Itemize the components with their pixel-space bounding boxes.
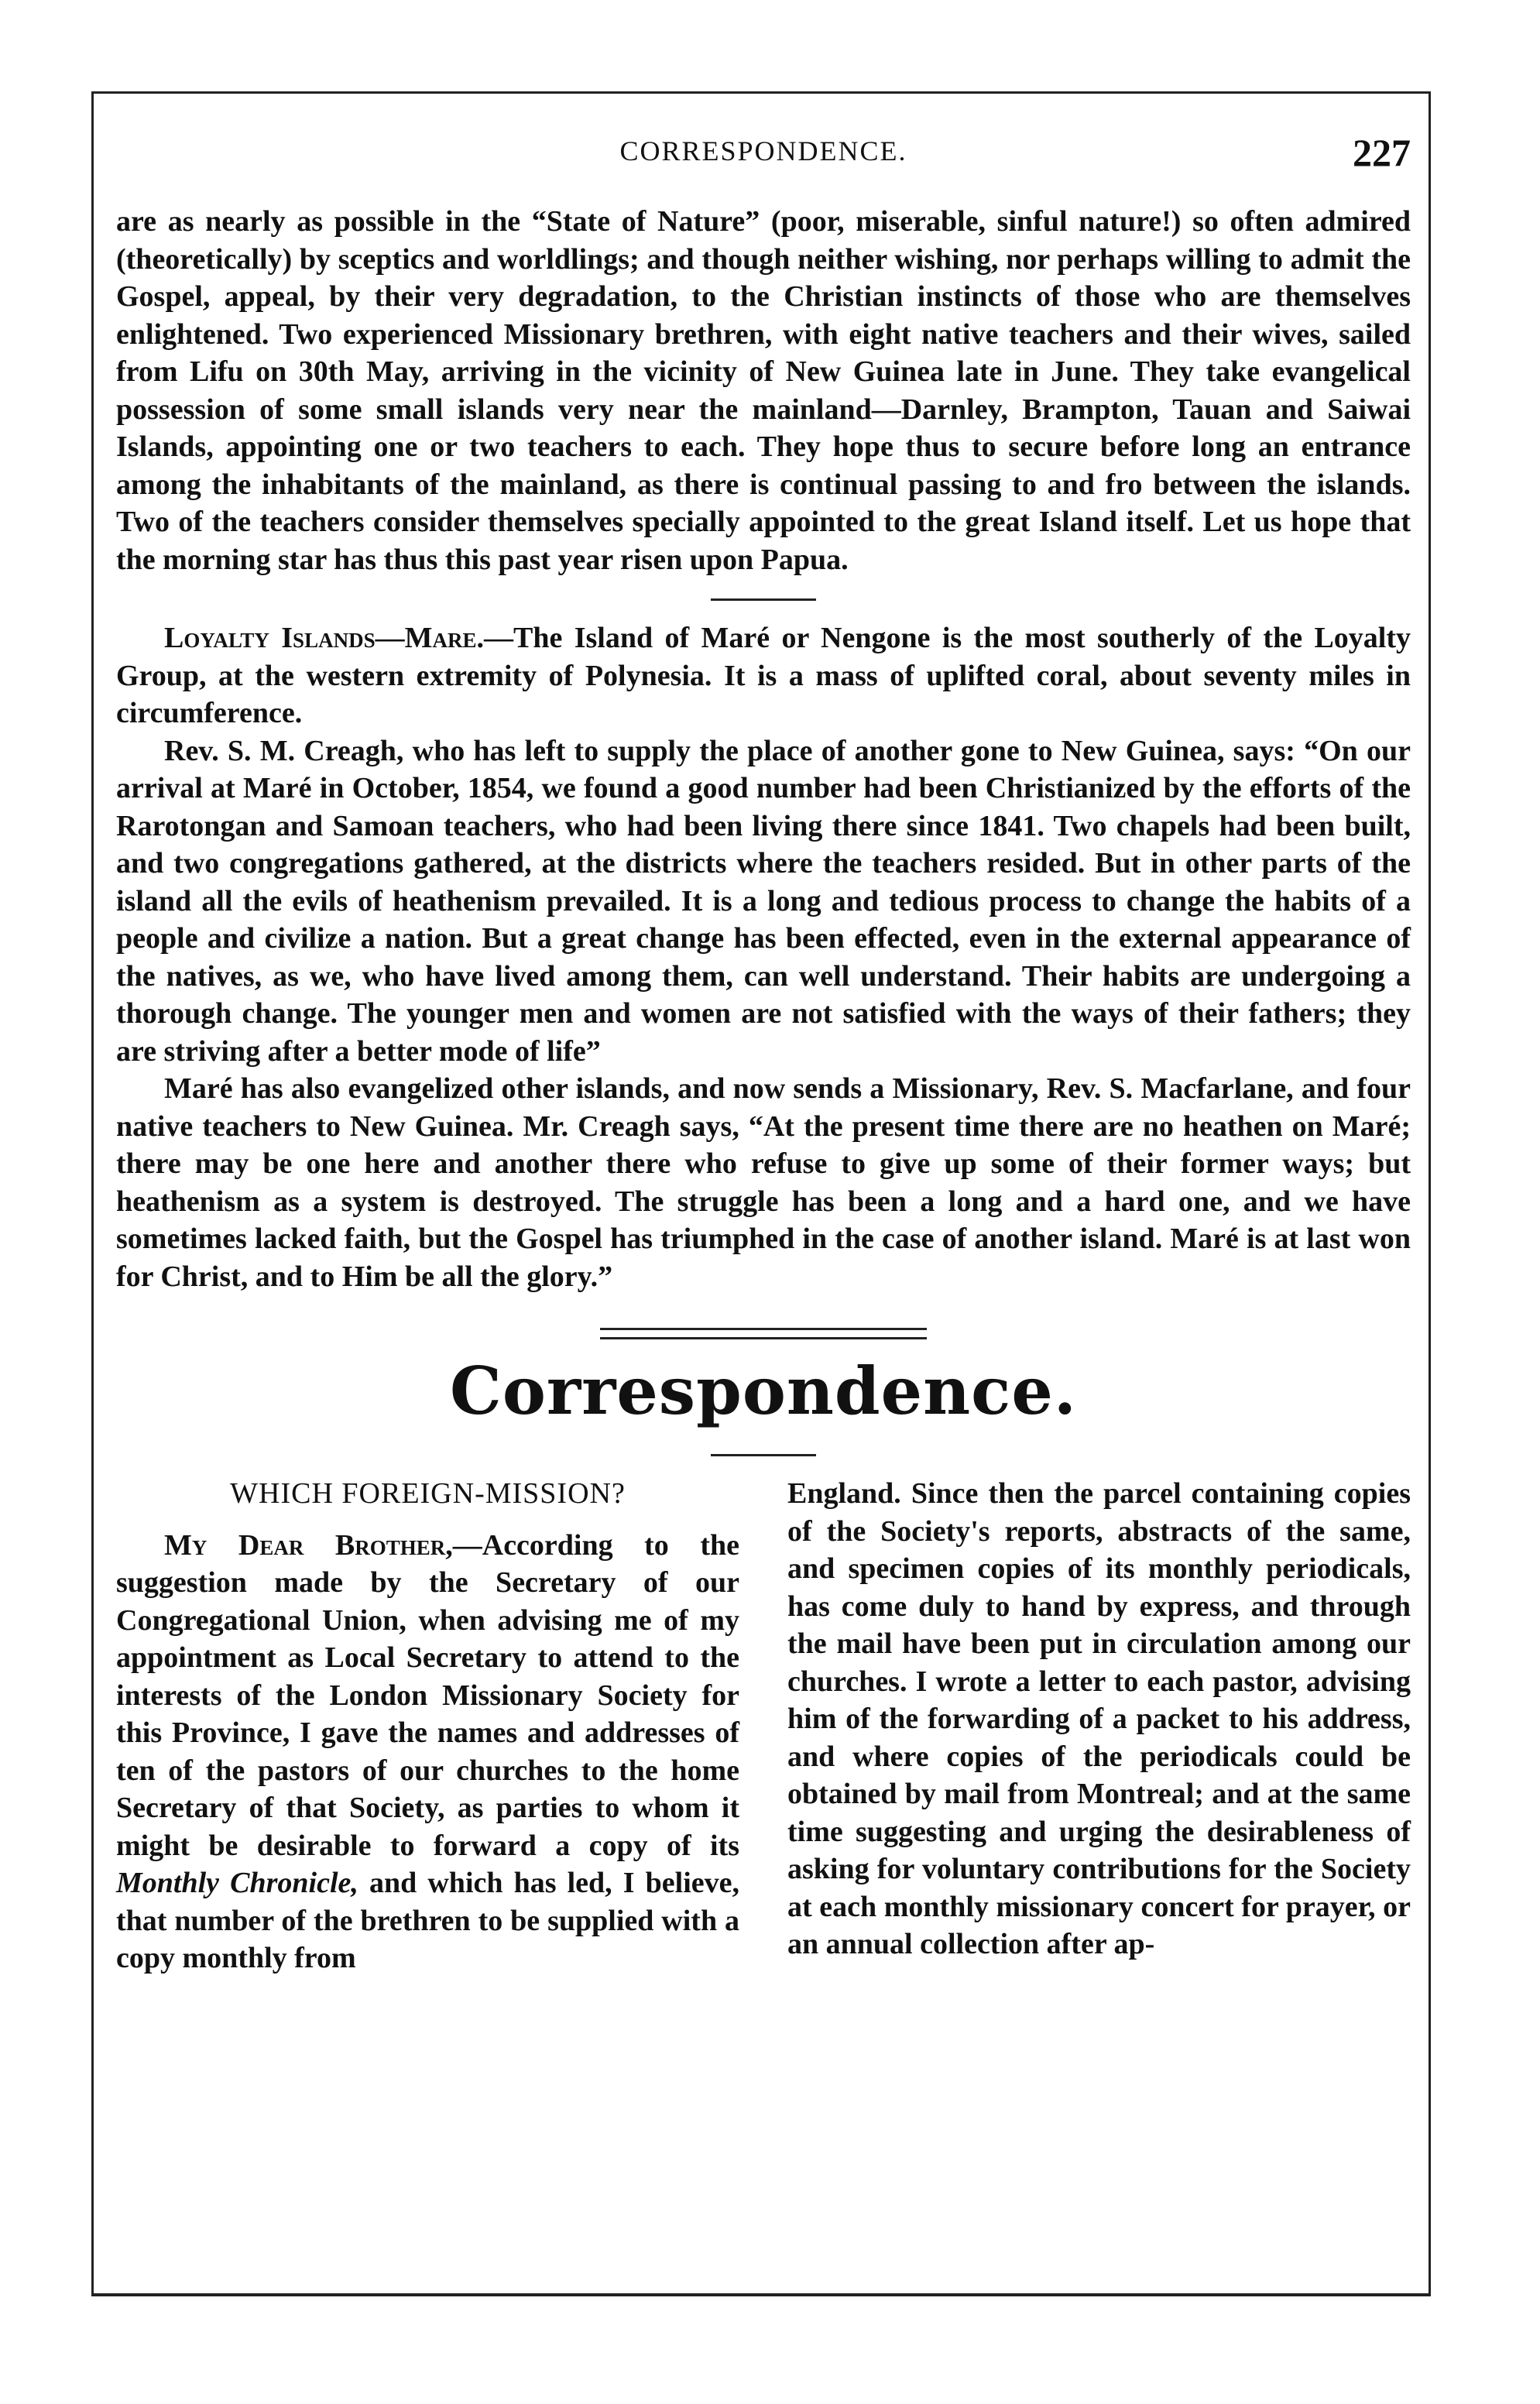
- new-guinea-paragraph: are as nearly as possible in the “State of Nature” (poor, miserable, sinful nature!) so often admired (theoretically) by sceptics and worldlings; and though neither wishing, nor perhaps willing to admit the Gospel, appeal, by their very degradation, to the Christian instincts of those who are themselves enlightened. Two experienced Missionary brethren, with eight native teachers and their wives, sailed from Lifu on 30th May, arriving in the vicinity of New Guinea late in June. They take evangelical possession of some small islands very near the mainland—Darnley, Brampton, Tauan and Saiwai Islands, appointing one or two teachers to each. They hope thus to secure before long an entrance among the inhabitants of the mainland, as there is continual passing to and fro between the islands. Two of the teachers consider themselves specially appointed to the great Island itself. Let us hope that the morning star has thus this past year risen upon Papua.: [116, 205, 1411, 576]
- letter-text-part-2: and which has led, I believe, that number of the brethren to be supplied with a copy monthly from: [116, 1867, 739, 1974]
- loyalty-islands-intro: —The Island of Maré or Nengone is the most southerly of the Loyalty Group, at the western extremity of Polynesia. It is a mass of uplifted coral, about seventy miles in circumference.: [116, 622, 1411, 729]
- title-divider: [711, 1454, 816, 1456]
- section-title: Correspondence.: [449, 1353, 1078, 1429]
- article-title: WHICH FOREIGN-MISSION?: [230, 1477, 626, 1510]
- double-rule-line-2: [600, 1337, 927, 1339]
- page-border-top: [91, 91, 1431, 94]
- double-rule-line-1: [600, 1328, 927, 1330]
- running-title: CORRESPONDENCE.: [619, 135, 907, 166]
- letter-salutation: My Dear Brother,: [164, 1528, 453, 1562]
- creagh-quote-paragraph: Rev. S. M. Creagh, who has left to supply the place of another gone to New Guinea, says: “On our arrival at Maré in October, 1854, we found a good number had been Christianized by the efforts of the Rarotongan and Samoan teachers, who had been living there since 1841. Two chapels had been built, and two congregations gathered, at the districts where the teachers resided. But in other parts of the island all the evils of heathenism prevailed. It is a long and tedious process to change the habits of a people and civilize a nation. But a great change has been effected, even in the external appearance of the natives, as we, who have lived among them, can well understand. Their habits are undergoing a thorough change. The younger men and women are not satisfied with the ways of their fathers; they are striving after a better mode of life”: [116, 734, 1411, 1068]
- periodical-title: Monthly Chronicle,: [116, 1867, 358, 1899]
- section-divider: [711, 598, 816, 601]
- loyalty-islands-paragraph: [116, 619, 1411, 732]
- page-border-bottom: [91, 2293, 1431, 2296]
- loyalty-islands-heading: Loyalty Islands—Mare.: [164, 622, 484, 654]
- mare-evangelized-paragraph: Maré has also evangelized other islands, and now sends a Missionary, Rev. S. Macfarlane, and four native teachers to New Guinea. Mr. Creagh says, “At the present time there are no heathen on Maré; there may be one here and another there who refuse to give up some of their former ways; but heathenism as a system is destroyed. The struggle has been a long and a hard one, and we have sometimes lacked faith, but the Gospel has triumphed in the case of another island. Maré is at last won for Christ, and to Him be all the glory.”: [116, 1072, 1411, 1293]
- article-columns: [116, 1475, 1411, 1977]
- article-column-left: [116, 1475, 739, 1977]
- running-head: [116, 130, 1411, 177]
- letter-paragraph-right: England. Since then the parcel containing copies of the Society's reports, abstracts of the same, and specimen copies of its monthly periodicals, has come duly to hand by express, and through the mail have been put in circulation among our churches. I wrote a letter to each pastor, advising him of the forwarding of a packet to his address, and where copies of the periodicals could be obtained by mail from Montreal; and at the same time suggesting and urging the desirableness of asking for voluntary contributions for the Society at each monthly missionary concert for prayer, or an annual collection after ap-: [787, 1477, 1411, 1960]
- article-column-right: [787, 1475, 1411, 1977]
- double-rule-divider: [600, 1328, 927, 1339]
- letter-text-part-1: —According to the suggestion made by the Secretary of our Congregational Union, when advising me of my appointment as Local Secretary to attend to the interests of the London Missionary Society for this Province, I gave the names and addresses of ten of the pastors of our churches to the home Secretary of that Society, as parties to whom it might be desirable to forward a copy of its: [116, 1528, 739, 1862]
- page-border-right: [1429, 91, 1431, 2296]
- letter-paragraph-left: [116, 1527, 739, 1977]
- page-border-left: [91, 91, 94, 2296]
- page-number: 227: [1353, 131, 1411, 174]
- page-body: [116, 203, 1411, 1977]
